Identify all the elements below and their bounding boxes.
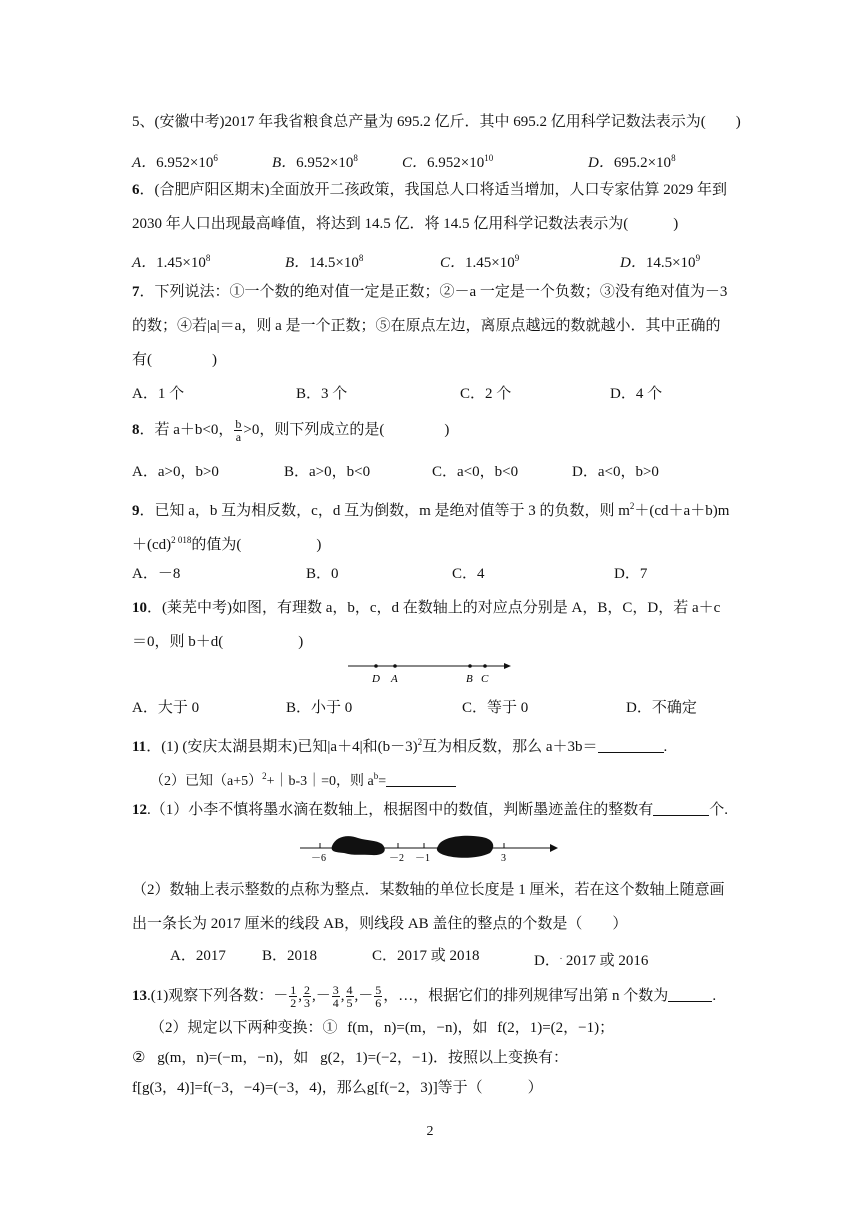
- q6-option-b: B．$14.5\times 10^8$: [285, 253, 364, 271]
- q8-fraction: $\frac{b}{a}$: [235, 417, 242, 444]
- tick-label: －2: [389, 853, 404, 864]
- label-d: D: [372, 673, 380, 685]
- q6-option-d: D．$14.5\times 10^9$: [620, 253, 701, 271]
- q5-stem: 5、(安徽中考)2017 年我省粮食总产量为 695.2 亿斤．其中 695.2 亿用科学记数法表示为( ): [132, 114, 741, 130]
- answer-blank[interactable]: [653, 801, 709, 816]
- q12-part2-line1: （2）数轴上表示整数的点称为整点．某数轴的单位长度是 1 厘米，若在这个数轴上随意画: [132, 882, 725, 898]
- q7-option-d: D．4 个: [610, 386, 663, 402]
- q10-option-c: C．等于 0: [462, 700, 529, 716]
- q7-option-c: C．2 个: [460, 386, 512, 402]
- q7-line3: 有( ): [132, 352, 217, 368]
- answer-blank[interactable]: [598, 738, 664, 753]
- q6-line2: 2030 年人口出现最高峰值，将达到 14.5 亿．将 14.5 亿用科学记数法表示为( ): [132, 216, 679, 232]
- q10-option-a: A．大于 0: [132, 700, 200, 716]
- q7-line1: 7．下列说法：①一个数的绝对值一定是正数；②－a 一定是一个负数；③没有绝对值为－3: [132, 284, 728, 300]
- q12-part1: 12.（1）小李不慎将墨水滴在数轴上，根据图中的数值，判断墨迹盖住的整数有 个.: [132, 802, 729, 818]
- q9-line1: 9．已知 a，b 互为相反数，c，d 互为倒数，m 是绝对值等于 3 的负数，则 $m^2+(cd+a+b)m$: [132, 501, 730, 519]
- answer-blank[interactable]: [668, 987, 712, 1002]
- point-d: [374, 664, 378, 668]
- q9-option-a: A．－8: [132, 566, 181, 582]
- q12-option-a: A．2017: [170, 948, 226, 964]
- q6-line1: 6．(合肥庐阳区期末)全面放开二孩政策，我国总人口将适当增加，人口专家估算 2029 年到: [132, 182, 727, 198]
- q7-line2: 的数；④若|a|＝a，则 a 是一个正数；⑤在原点左边，离原点越远的数就越小．其中正确的: [132, 318, 721, 334]
- answer-blank[interactable]: [386, 772, 456, 787]
- q11-part2: （2）已知$(a+5)^2+|b-3|=0$，则 $a^b=$: [150, 766, 456, 792]
- q5-option-c: C．$6.952\times 10^{10}$: [402, 153, 494, 171]
- q9-line2: ＋(cd)$^{2 018}$的值为( ): [132, 535, 322, 553]
- q5-option-a: A．$6.952\times 10^6$: [132, 153, 218, 171]
- q8-option-a: A．a>0，b>0: [132, 464, 219, 480]
- sequence-term: － $\frac{5}{6}$: [358, 983, 382, 1010]
- page-number: 2: [426, 1124, 434, 1139]
- tick-label: －1: [415, 853, 430, 864]
- label-c: C: [481, 673, 489, 685]
- q8-option-c: C．a<0，b<0: [432, 464, 519, 480]
- q12-ink-number-line: [296, 828, 562, 866]
- point-a: [393, 664, 397, 668]
- q10-number-line: [346, 656, 514, 686]
- label-b: B: [466, 673, 473, 685]
- tick-label: －6: [311, 853, 326, 864]
- ink-blot-left: [332, 836, 385, 855]
- q13-part1: 13.(1)观察下列各数：－ $\frac{1}{2}$ , $\frac{2}{3}$ ,－ $\frac{3}{4}$ , $\frac{4}{5}$ ,－ $\frac{5}{6}$ ，…，根据它们的排列规律写出第 n 个数为 .: [132, 983, 717, 1010]
- q13-part2-line2: ② g(m，n)=(−m，−n)，如 g(2，1)=(−2，−1)．按照以上变换有：: [132, 1050, 569, 1066]
- q6-option-a: A．$1.45\times 10^8$: [132, 253, 211, 271]
- q11-part1: 11．(1) (安庆太湖县期末)已知|a＋4|和$(b-3)^2$互为相反数，那么 a＋3b＝ .: [132, 737, 668, 755]
- q12-option-d: D．. 2017 或 2016: [534, 951, 649, 969]
- q10-line1: 10．(莱芜中考)如图，有理数 a，b，c，d 在数轴上的对应点分别是 A，B，C，D，若 a＋c: [132, 600, 721, 616]
- q7-option-a: A．1 个: [132, 386, 185, 402]
- label-a: A: [391, 673, 398, 685]
- q5-option-b: B．$6.952\times 10^8$: [272, 153, 358, 171]
- ink-blot-right: [437, 836, 493, 858]
- q12-option-b: B．2018: [262, 948, 318, 964]
- q6-option-c: C．$1.45\times 10^9$: [440, 253, 520, 271]
- q12-option-c: C．2017 或 2018: [372, 948, 480, 964]
- q8-stem: 8．若 a＋b<0， $\frac{b}{a}$ >0，则下列成立的是( ): [132, 417, 450, 444]
- sequence-term: － $\frac{3}{4}$: [315, 983, 339, 1010]
- q5-option-d: D．$695.2\times 10^8$: [588, 153, 676, 171]
- q9-option-b: B．0: [306, 566, 339, 582]
- q10-option-d: D．不确定: [626, 700, 697, 716]
- sequence-term: － $\frac{1}{2}$: [273, 983, 297, 1010]
- sequence-term: $\frac{2}{3}$: [304, 983, 311, 1010]
- sequence-term: $\frac{4}{5}$: [346, 983, 353, 1010]
- q7-option-b: B．3 个: [296, 386, 348, 402]
- q13-part2-line1: （2）规定以下两种变换：① f(m，n)=(m，−n)，如 f(2，1)=(2，−1)；: [150, 1020, 615, 1036]
- q9-option-c: C．4: [452, 566, 485, 582]
- q10-line2: ＝0，则 b＋d( ): [132, 634, 304, 650]
- point-c: [483, 664, 487, 668]
- q10-option-b: B．小于 0: [286, 700, 353, 716]
- q9-option-d: D．7: [614, 566, 648, 582]
- point-b: [468, 664, 472, 668]
- q8-option-d: D．a<0，b>0: [572, 464, 659, 480]
- tick-label: 3: [501, 853, 506, 864]
- q12-part2-line2: 出一条长为 2017 厘米的线段 AB，则线段 AB 盖住的整点的个数是（ ）: [132, 916, 628, 932]
- q13-part2-line3: f[g(3，4)]=f(−3，−4)=(−3，4)，那么g[f(−2，3)]等于（ ）: [132, 1080, 543, 1096]
- q8-option-b: B．a>0，b<0: [284, 464, 371, 480]
